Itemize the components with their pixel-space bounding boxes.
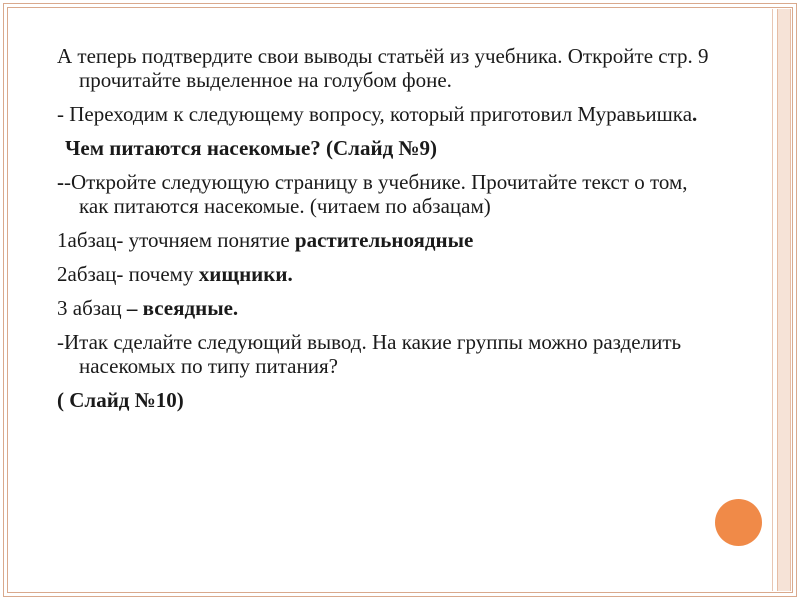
paragraph-1-text: 1абзац- уточняем понятие [57, 228, 295, 252]
decorative-line [772, 9, 773, 591]
paragraph-2-text: 2абзац- почему [57, 262, 199, 286]
term-herbivores: растительноядные [294, 228, 474, 252]
decorative-orange-circle [715, 499, 762, 546]
question-heading: Чем питаются насекомые? (Слайд №9) [65, 136, 438, 160]
paragraph-next-question-period: . [692, 102, 698, 126]
paragraph-2-predators [57, 262, 717, 286]
slide-content [57, 44, 717, 422]
decorative-side-band [777, 9, 791, 591]
paragraph-3-text: 3 абзац [57, 296, 127, 320]
paragraph-next-question-text: - Переходим к следующему вопросу, который приготовил Муравьишка [57, 102, 693, 126]
paragraph-open-textbook [57, 170, 717, 218]
paragraph-confirm-conclusions: А теперь подтвердите свои выводы статьёй из учебника. Откройте стр. 9 прочитайте выделенное на голубом фоне. [57, 44, 709, 92]
dash-bold: - [57, 170, 64, 194]
paragraph-1-herbivores [57, 228, 717, 252]
term-predators: хищники. [198, 262, 293, 286]
term-omnivores: – всеядные. [126, 296, 239, 320]
slide-reference-10: ( Слайд №10) [57, 388, 184, 412]
paragraph-open-textbook-text: -Откройте следующую страницу в учебнике. Прочитайте текст о том, как питаются насекомые. (читаем по абзацам) [64, 170, 688, 218]
paragraph-next-question [57, 102, 717, 126]
paragraph-conclusion-question: -Итак сделайте следующий вывод. На какие группы можно разделить насекомых по типу питания? [57, 330, 682, 378]
paragraph-3-omnivores [57, 296, 717, 320]
